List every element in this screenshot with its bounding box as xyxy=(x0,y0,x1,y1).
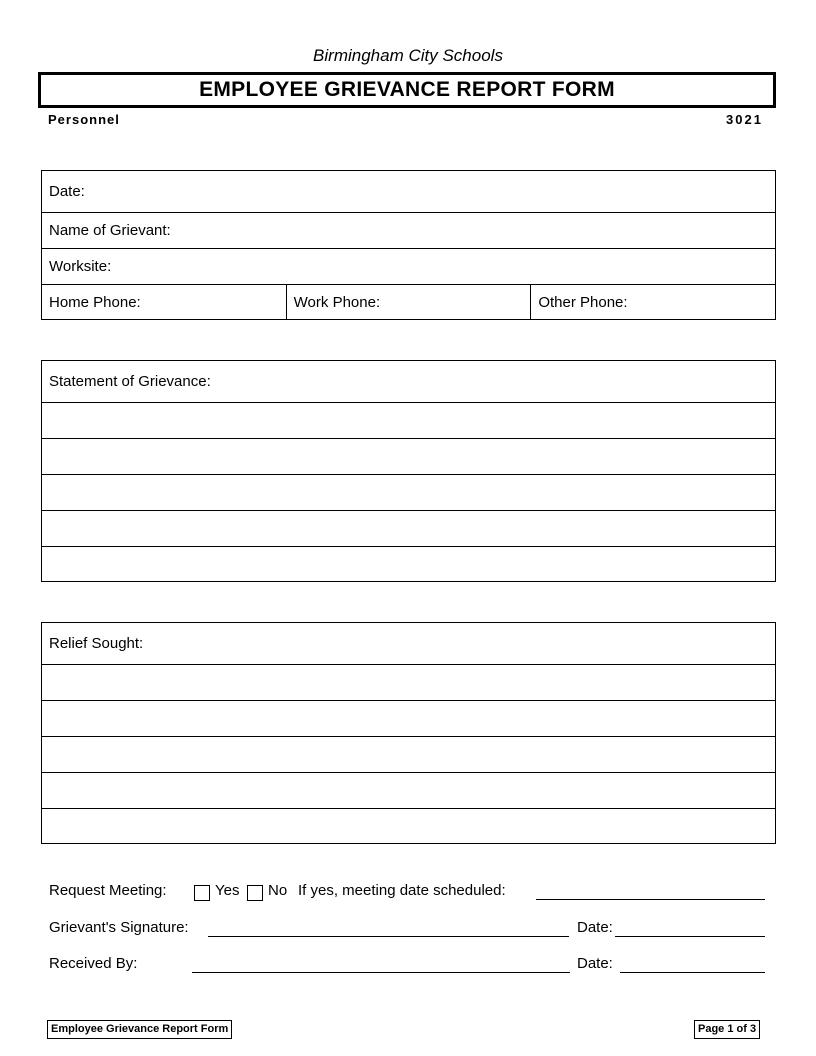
date-label: Date: xyxy=(49,183,85,200)
statement-line[interactable] xyxy=(42,403,775,439)
relief-line[interactable] xyxy=(42,701,775,737)
statement-line[interactable] xyxy=(42,475,775,511)
statement-line[interactable] xyxy=(42,439,775,475)
statement-header-row xyxy=(42,361,775,403)
signature-line[interactable] xyxy=(208,936,569,937)
statement-line[interactable] xyxy=(42,547,775,581)
no-checkbox[interactable] xyxy=(247,885,263,901)
footer-form-name: Employee Grievance Report Form xyxy=(47,1020,232,1039)
relief-table xyxy=(41,622,776,844)
worksite-label: Worksite: xyxy=(49,258,112,275)
no-label: No xyxy=(268,882,288,899)
signature-date-label: Date: xyxy=(577,919,613,936)
request-meeting-label: Request Meeting: xyxy=(49,882,167,899)
statement-line[interactable] xyxy=(42,511,775,547)
other-phone-label: Other Phone: xyxy=(538,293,628,311)
signature-date-line[interactable] xyxy=(615,936,765,937)
yes-label: Yes xyxy=(215,882,240,899)
meeting-date-label: If yes, meeting date scheduled: xyxy=(298,882,506,899)
received-date-line[interactable] xyxy=(620,972,765,973)
received-by-line[interactable] xyxy=(192,972,570,973)
grievant-name-row[interactable] xyxy=(42,213,775,249)
statement-label: Statement of Grievance: xyxy=(49,373,211,390)
yes-checkbox[interactable] xyxy=(194,885,210,901)
department-label: Personnel xyxy=(48,112,120,127)
relief-line[interactable] xyxy=(42,665,775,701)
relief-header-row xyxy=(42,623,775,665)
phone-row xyxy=(42,285,775,319)
other-phone-cell[interactable] xyxy=(531,285,775,319)
relief-line[interactable] xyxy=(42,773,775,809)
statement-table xyxy=(41,360,776,582)
signature-label: Grievant's Signature: xyxy=(49,919,189,936)
received-date-label: Date: xyxy=(577,955,613,972)
meeting-date-line[interactable] xyxy=(536,899,765,900)
work-phone-cell[interactable] xyxy=(287,285,532,319)
home-phone-cell[interactable] xyxy=(42,285,287,319)
footer-page-number: Page 1 of 3 xyxy=(694,1020,760,1039)
worksite-row[interactable] xyxy=(42,249,775,285)
grievant-name-label: Name of Grievant: xyxy=(49,222,171,239)
relief-label: Relief Sought: xyxy=(49,635,144,652)
home-phone-label: Home Phone: xyxy=(49,293,141,311)
date-row[interactable] xyxy=(42,171,775,213)
relief-line[interactable] xyxy=(42,737,775,773)
work-phone-label: Work Phone: xyxy=(293,293,381,311)
grievant-info-table xyxy=(41,170,776,320)
received-by-label: Received By: xyxy=(49,955,138,972)
organization-name: Birmingham City Schools xyxy=(313,46,503,65)
relief-line[interactable] xyxy=(42,809,775,843)
form-title: EMPLOYEE GRIEVANCE REPORT FORM xyxy=(199,78,615,101)
policy-code: 3021 xyxy=(726,112,763,127)
